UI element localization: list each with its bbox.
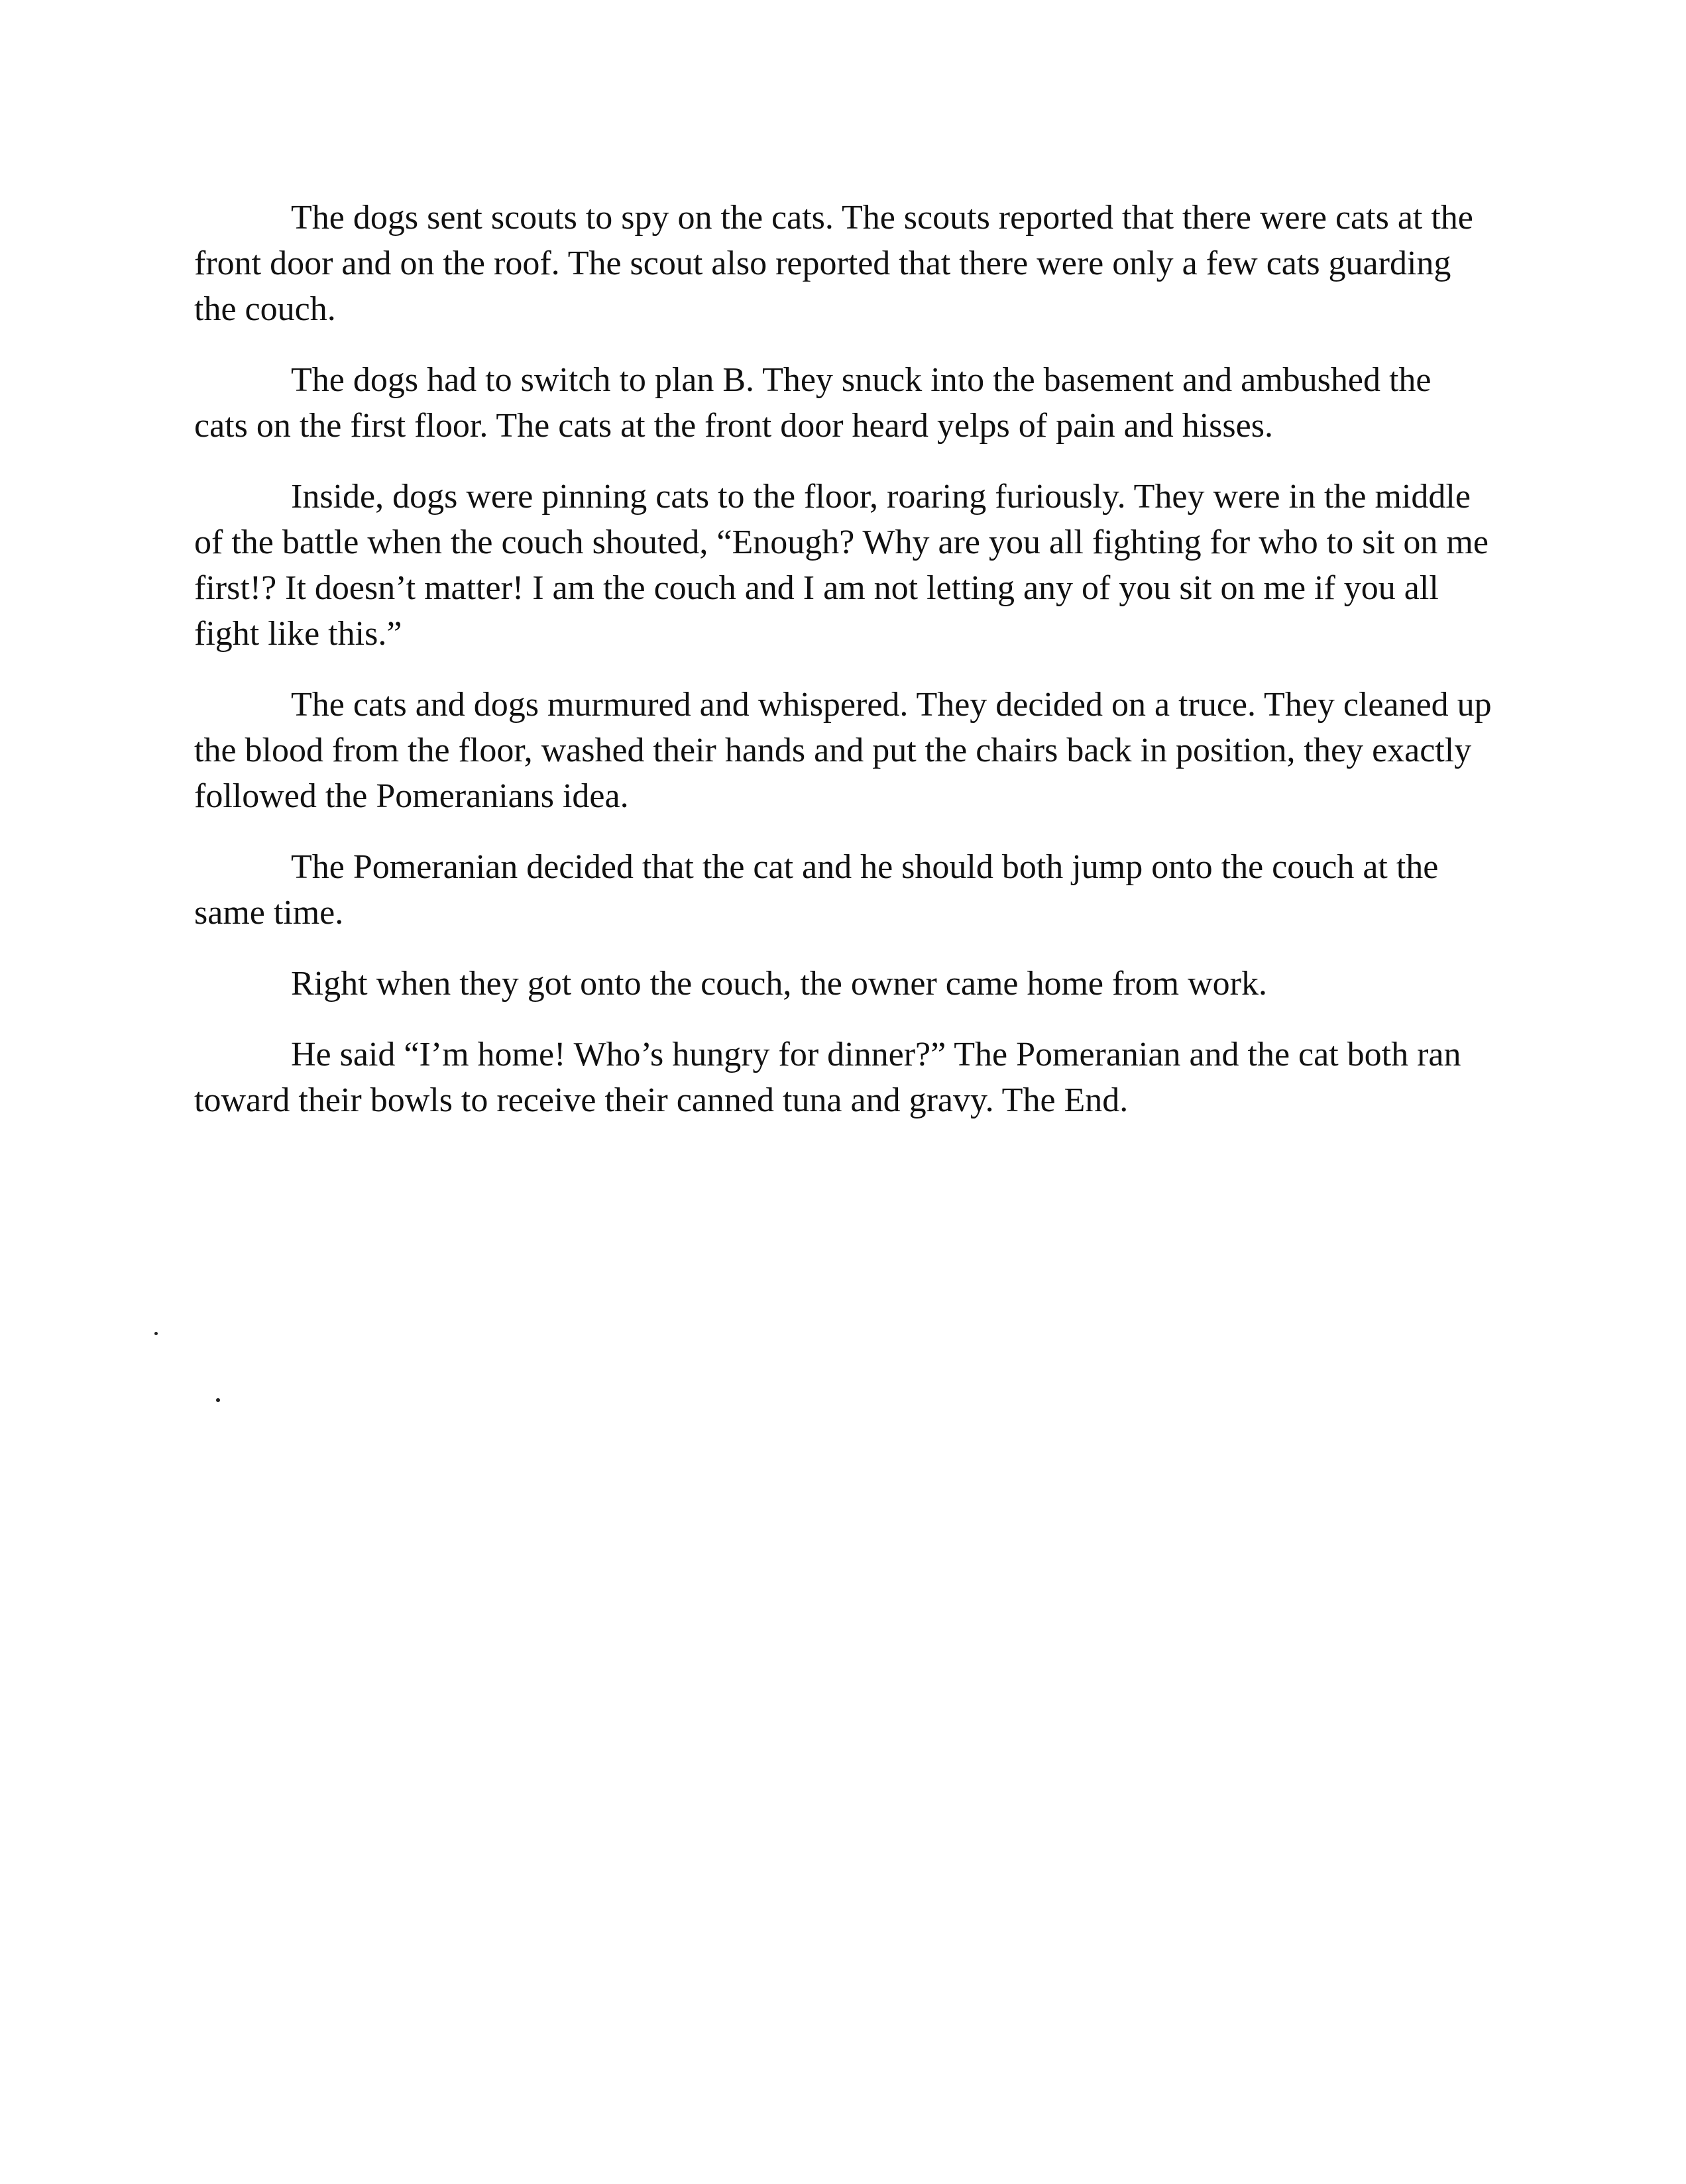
scan-speck <box>216 1398 220 1402</box>
paragraph-battle: Inside, dogs were pinning cats to the floor, roaring furiously. They were in the middle of the battle when the couch shouted, “Enough? Why are you all fighting for who to sit on me first!? It doesn’t matter! I am the couch and I am not letting any of you sit on me if you all fight like this.” <box>194 478 1489 653</box>
paragraph-truce: The cats and dogs murmured and whispered. They decided on a truce. They cleaned up the blood from the floor, washed their hands and put the chairs back in position, they exactly followed the Pomeranians idea. <box>194 686 1492 815</box>
paragraph-scouts: The dogs sent scouts to spy on the cats. The scouts reported that there were cats at the front door and on the roof. The scout also reported that there were only a few cats guarding the couch. <box>194 199 1473 328</box>
paragraph-ending: He said “I’m home! Who’s hungry for dinner?” The Pomeranian and the cat both ran toward their bowls to receive their canned tuna and gravy. The End. <box>194 1036 1461 1119</box>
paragraph-jump: The Pomeranian decided that the cat and he should both jump onto the couch at the same time. <box>194 848 1439 932</box>
paragraph-plan-b: The dogs had to switch to plan B. They snuck into the basement and ambushed the cats on the first floor. The cats at the front door heard yelps of pain and hisses. <box>194 361 1432 445</box>
scan-speck <box>154 1332 158 1335</box>
story-text <box>194 195 1493 1148</box>
paragraph-owner: Right when they got onto the couch, the owner came home from work. <box>291 965 1267 1003</box>
